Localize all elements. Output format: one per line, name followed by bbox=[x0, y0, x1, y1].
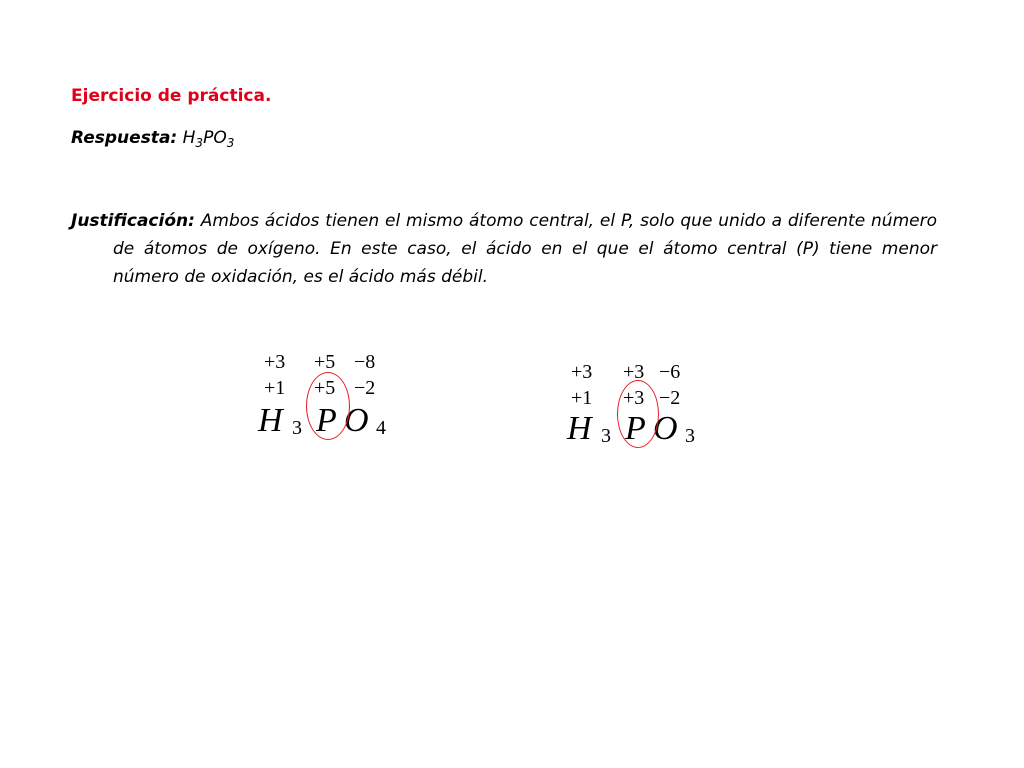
answer-formula: $H_3PO_3$ bbox=[182, 128, 235, 150]
justification-text: Ambos ácidos tienen el mismo átomo central, el P, solo que unido a diferente número de átomos de oxígeno. En este caso, el ácido en el que el átomo central (P) tiene menor número de oxidación, es el ácido más débil. bbox=[113, 211, 937, 287]
symbol-right-h: H bbox=[567, 410, 592, 447]
answer-label: Respuesta: bbox=[71, 128, 178, 148]
oxidation-total-left-h: +3 bbox=[264, 351, 286, 373]
symbol-right-p: P bbox=[625, 410, 646, 447]
subscript-right-o: 3 bbox=[685, 425, 695, 447]
subscript-right-h: 3 bbox=[601, 425, 611, 447]
symbol-left-h: H bbox=[258, 402, 283, 439]
oxidation-number-right-h: +1 bbox=[571, 387, 593, 409]
oxidation-total-left-p: +5 bbox=[314, 351, 336, 373]
oxidation-total-right-h: +3 bbox=[571, 361, 593, 383]
justification-paragraph bbox=[71, 207, 937, 291]
oxidation-number-left-o: −2 bbox=[354, 377, 376, 399]
oxidation-number-right-o: −2 bbox=[659, 387, 681, 409]
symbol-right-o: O bbox=[653, 410, 678, 447]
highlight-circle-right bbox=[617, 380, 659, 448]
oxidation-total-right-p: +3 bbox=[623, 361, 645, 383]
oxidation-number-left-p: +5 bbox=[314, 377, 336, 399]
subscript-left-h: 3 bbox=[292, 417, 302, 439]
formula-h3po4 bbox=[258, 352, 398, 442]
oxidation-total-right-o: −6 bbox=[659, 361, 681, 383]
symbol-left-p: P bbox=[316, 402, 337, 439]
oxidation-number-left-h: +1 bbox=[264, 377, 286, 399]
subscript-left-o: 4 bbox=[376, 417, 386, 439]
formula-h3po3 bbox=[567, 362, 707, 452]
answer-line bbox=[71, 128, 234, 148]
highlight-circle-left bbox=[306, 372, 350, 440]
oxidation-total-left-o: −8 bbox=[354, 351, 376, 373]
oxidation-number-right-p: +3 bbox=[623, 387, 645, 409]
justification-label: Justificación: bbox=[71, 211, 195, 231]
exercise-title: Ejercicio de práctica. bbox=[71, 86, 272, 106]
symbol-left-o: O bbox=[344, 402, 369, 439]
